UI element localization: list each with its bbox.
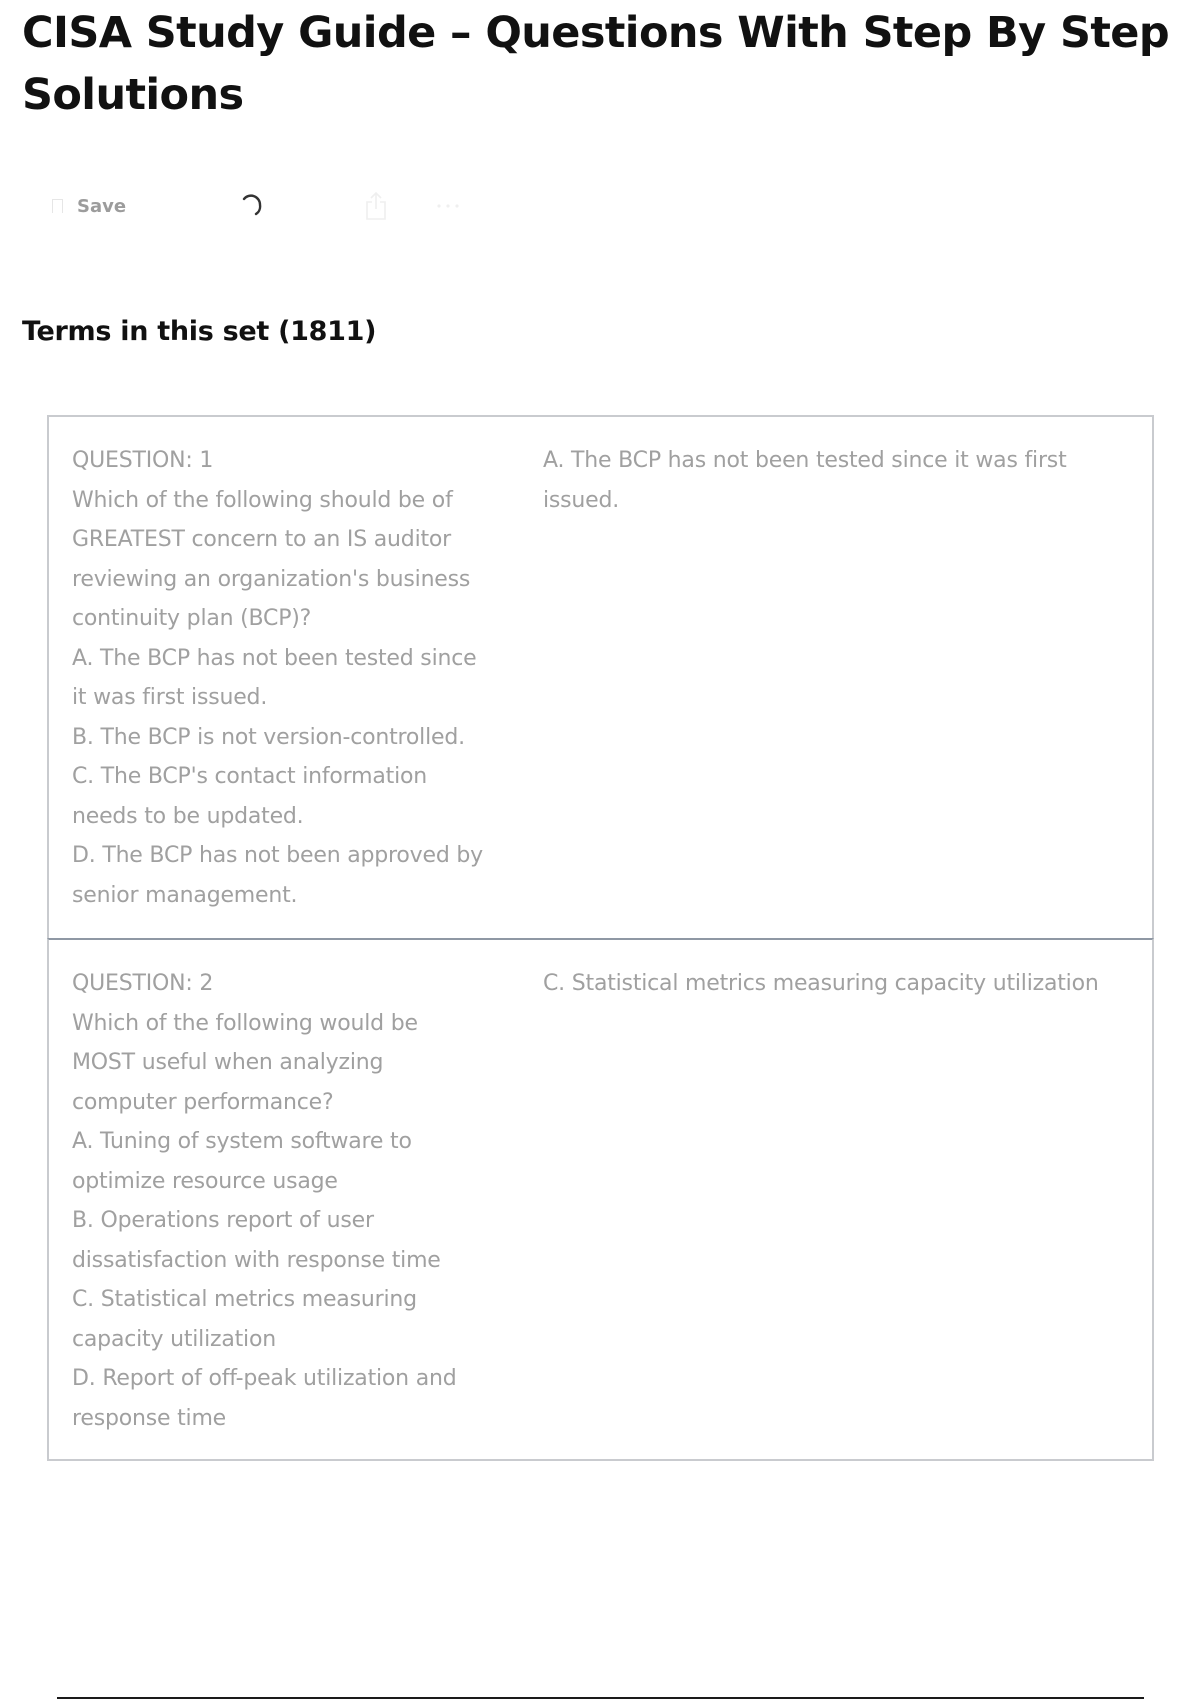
- term-line: D. The BCP has not been approved by: [72, 843, 483, 868]
- term-line: QUESTION: 1: [72, 448, 214, 473]
- share-button[interactable]: [364, 188, 388, 224]
- page-title: CISA Study Guide – Questions With Step By Step Solutions: [22, 8, 1170, 120]
- terms-count-heading: Terms in this set (1811): [22, 316, 377, 347]
- save-label: Save: [77, 195, 127, 217]
- loading-spinner-icon: [240, 188, 264, 224]
- term-side: [72, 964, 512, 1438]
- bottom-divider: [57, 1697, 1144, 1699]
- term-line: B. Operations report of user: [72, 1208, 374, 1233]
- definition-line: issued.: [543, 487, 620, 513]
- term-card: [47, 938, 1154, 1461]
- definition-line: A. The BCP has not been tested since it was first: [543, 448, 1067, 473]
- term-line: dissatisfaction with response time: [72, 1247, 441, 1273]
- term-line: QUESTION: 2: [72, 971, 214, 996]
- bookmark-icon: [52, 199, 63, 213]
- definition-line: C. Statistical metrics measuring capacity utilization: [543, 971, 1099, 996]
- definition-side: [543, 964, 1143, 1004]
- term-line: capacity utilization: [72, 1326, 276, 1352]
- more-options-button[interactable]: [435, 188, 461, 224]
- term-line: computer performance?: [72, 1089, 334, 1115]
- term-line: response time: [72, 1405, 227, 1431]
- term-line: it was first issued.: [72, 685, 268, 710]
- save-button[interactable]: [52, 188, 126, 224]
- term-line: B. The BCP is not version-controlled.: [72, 724, 465, 750]
- terms-list: [47, 415, 1154, 1461]
- term-line: C. Statistical metrics measuring: [72, 1287, 417, 1312]
- term-line: MOST useful when analyzing: [72, 1050, 384, 1075]
- term-line: reviewing an organization's business: [72, 566, 471, 592]
- term-line: A. The BCP has not been tested since: [72, 645, 477, 671]
- set-toolbar: [52, 188, 512, 224]
- term-line: senior management.: [72, 882, 298, 908]
- term-line: Which of the following should be of: [72, 487, 453, 513]
- term-line: optimize resource usage: [72, 1168, 338, 1194]
- term-side: [72, 441, 512, 915]
- share-icon: [364, 191, 388, 221]
- term-line: C. The BCP's contact information: [72, 764, 427, 789]
- term-line: A. Tuning of system software to: [72, 1129, 412, 1154]
- term-line: D. Report of off-peak utilization and: [72, 1366, 457, 1391]
- definition-side: [543, 441, 1143, 520]
- term-line: Which of the following would be: [72, 1010, 418, 1036]
- more-options-icon: [435, 201, 461, 211]
- term-line: needs to be updated.: [72, 803, 304, 829]
- term-line: continuity plan (BCP)?: [72, 606, 312, 631]
- term-line: GREATEST concern to an IS auditor: [72, 527, 452, 552]
- term-card: [47, 415, 1154, 940]
